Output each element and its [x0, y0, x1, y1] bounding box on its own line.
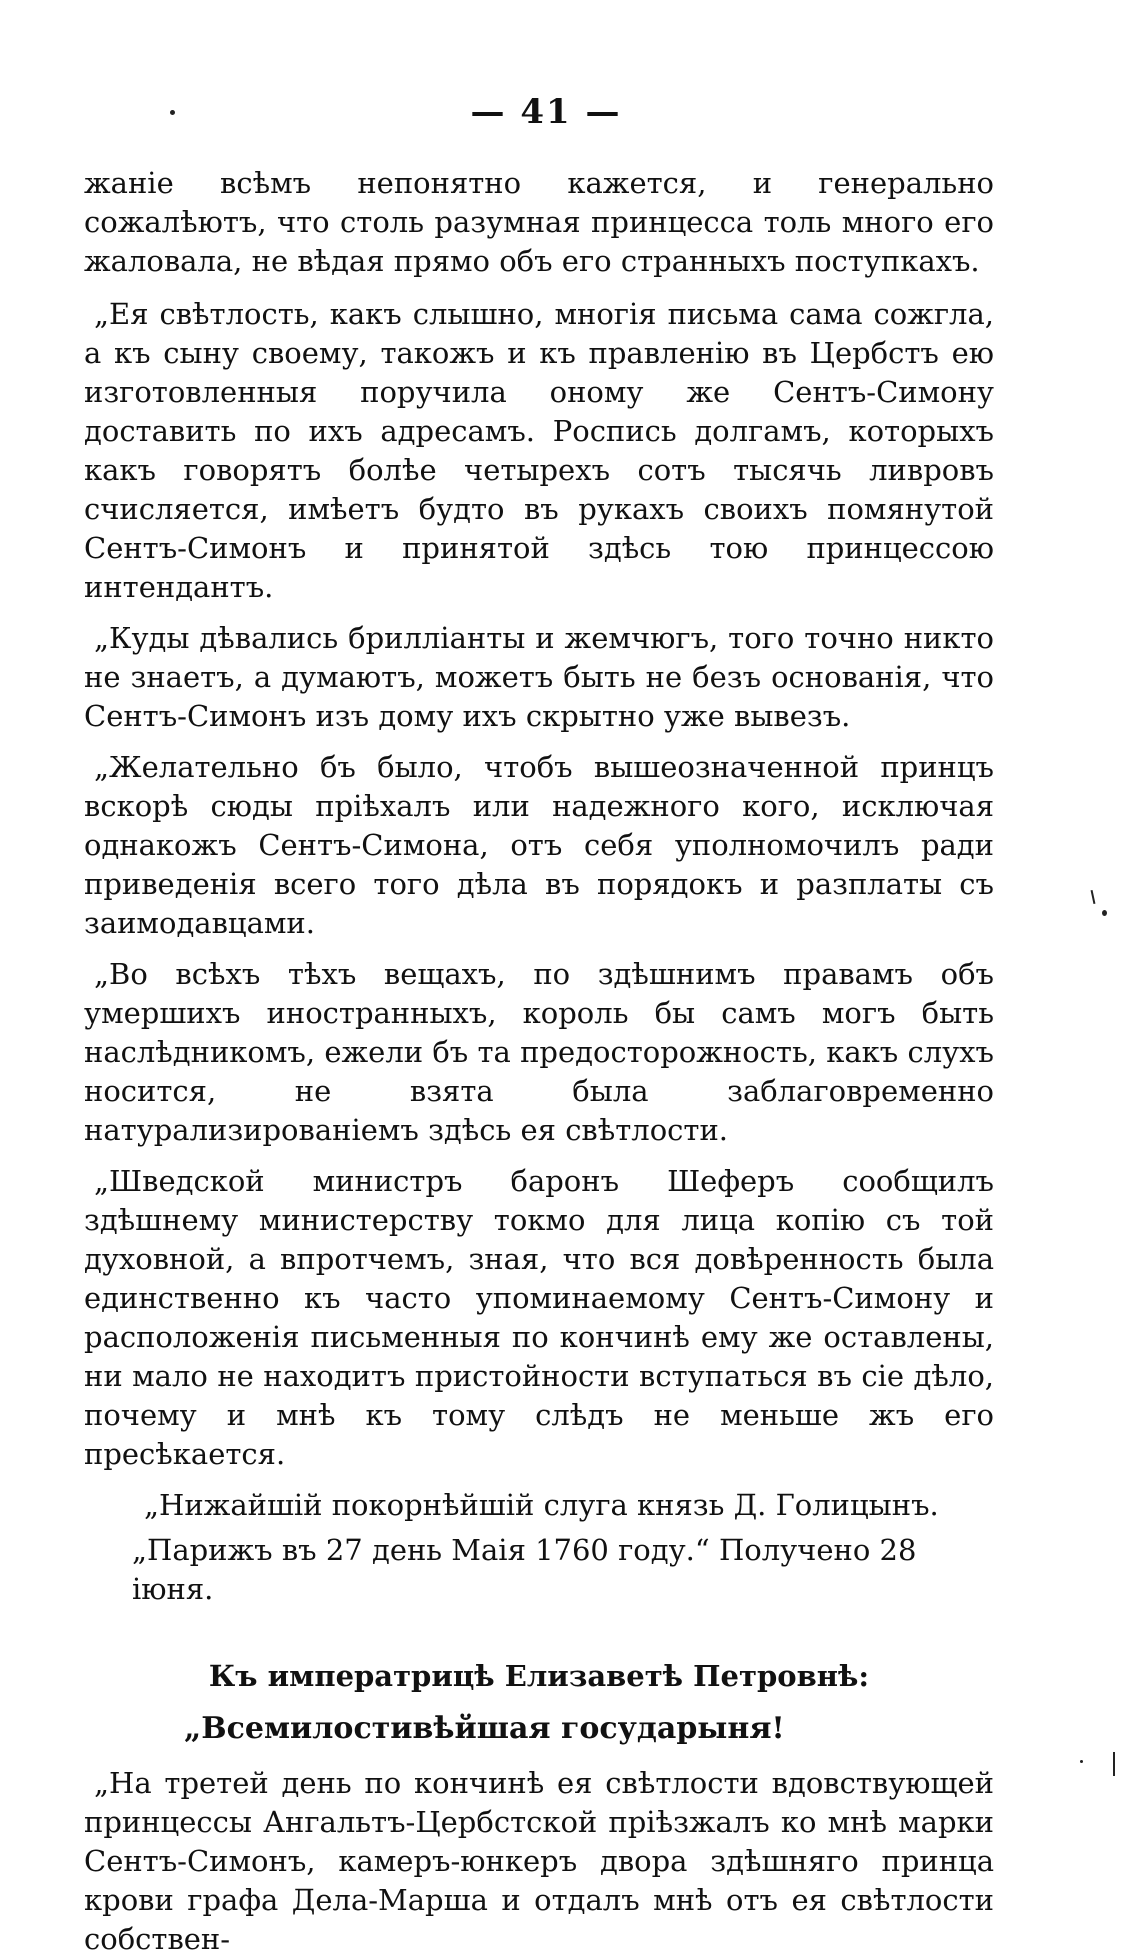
signature-line: „Нижайшій покорнѣйшій слуга князь Д. Голицынъ. — [144, 1488, 939, 1522]
paragraph-continuation: жаніе всѣмъ непонятно кажется, и генерально сожалѣютъ, что столь разумная принцесса толь много его жаловала, не вѣдая прямо объ его странныхъ поступкахъ. — [84, 166, 994, 278]
margin-mark — [1091, 890, 1096, 904]
paragraph-swedish-minister: „Шведской министръ баронъ Шеферъ сообщилъ здѣшнему министерству токмо для лица копію съ той духовной, а впротчемъ, зная, что вся довѣренность была единственно къ часто упоминаемому Сентъ-Симону и расположенія письменныя по кончинѣ ему же оставлены, ни мало не находитъ пристойности вступаться въ сіе дѣло, почему и мнѣ къ тому слѣдъ не меньше жъ его пресѣкается. — [84, 1164, 994, 1471]
paragraph-king-inheritance: „Во всѣхъ тѣхъ вещахъ, по здѣшнимъ правамъ объ умершихъ иностранныхъ, король бы самъ могъ быть наслѣдникомъ, ежели бъ та предосторожность, какъ слухъ носится, не взята была заблаговременно натурализированіемъ здѣсь ея свѣтлости. — [84, 957, 994, 1147]
paragraph-letters-burned: „Ея свѣтлость, какъ слышно, многія письма сама сожгла, а къ сыну своему, такожъ и къ правленію въ Цербстъ ею изготовленныя поручила оному же Сентъ-Симону доставить по ихъ адресамъ. Роспись долгамъ, которыхъ какъ говорятъ болѣе четырехъ сотъ тысячь ливровъ счисляется, имѣетъ будто въ рукахъ своихъ помянутой Сентъ-Симонъ и принятой здѣсь тою принцессою интендантъ. — [84, 297, 994, 604]
page-number: — 41 — — [470, 92, 622, 132]
margin-mark — [1102, 910, 1107, 916]
page-content — [84, 92, 994, 1956]
date-line: „Парижъ въ 27 день Маія 1760 году.“ Получено 28 іюня. — [132, 1533, 917, 1606]
margin-mark — [1113, 1752, 1115, 1776]
section-heading: Къ императрицѣ Елизаветѣ Петровнѣ: — [208, 1659, 870, 1693]
paragraph-opening: „На третей день по кончинѣ ея свѣтлости вдовствующей принцессы Ангальтъ-Цербстской пріѣзжалъ ко мнѣ марки Сентъ-Симонъ, камеръ-юнкеръ двора здѣшняго принца крови графа Дела-Марша и отдалъ мнѣ отъ ея свѣтлости собствен- — [84, 1766, 994, 1956]
salutation: „Всемилостивѣйшая государыня! — [184, 1711, 785, 1746]
paragraph-diamonds: „Куды дѣвались брилліанты и жемчюгъ, того точно никто не знаетъ, а думаютъ, можетъ быть не безъ основанія, что Сентъ-Симонъ изъ дому ихъ скрытно уже вывезъ. — [84, 621, 994, 733]
paragraph-prince-arrival: „Желательно бъ было, чтобъ вышеозначенной принцъ вскорѣ сюды пріѣхалъ или надежного кого, исключая однакожъ Сентъ-Симона, отъ себя уполномочилъ ради приведенія всего того дѣла въ порядокъ и разплаты съ заимодавцами. — [84, 750, 994, 940]
print-speck — [1080, 1760, 1083, 1763]
